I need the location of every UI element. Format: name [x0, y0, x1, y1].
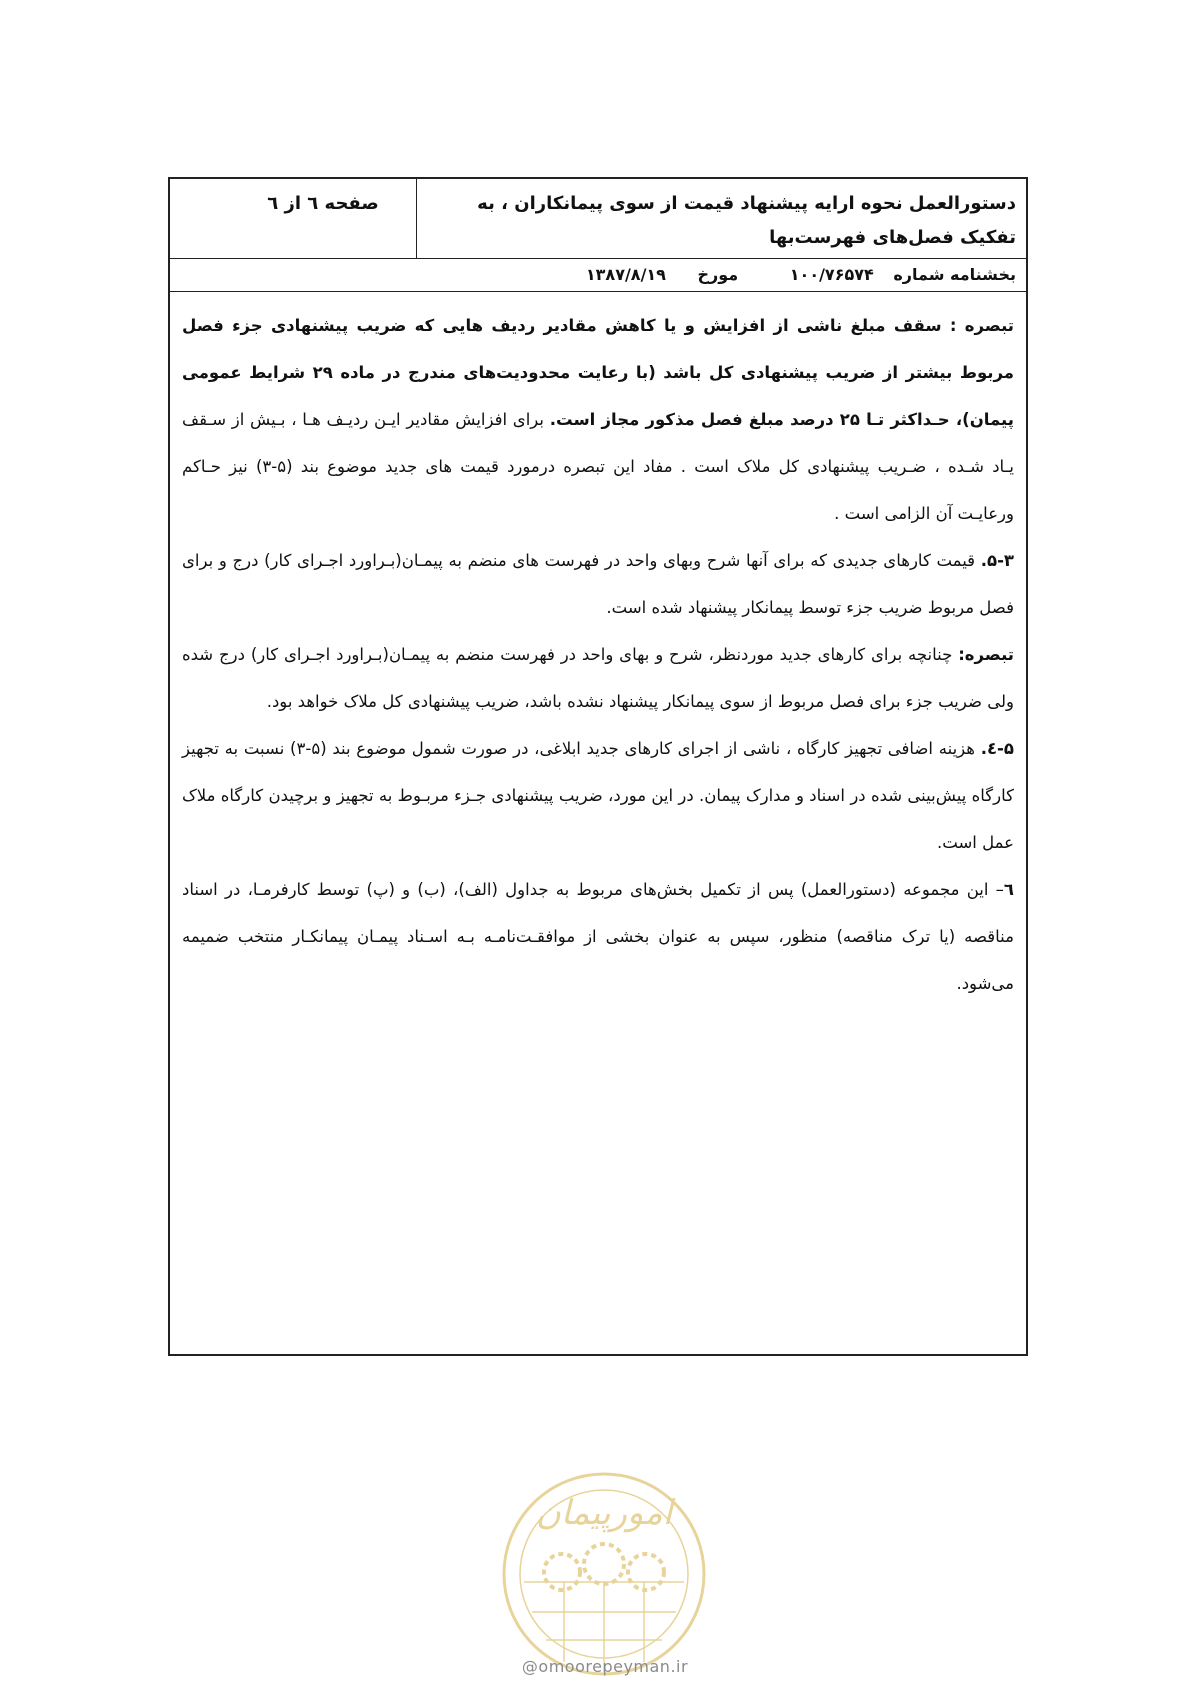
circular-date-label: مورخ: [697, 265, 739, 284]
circular-info: [170, 259, 1026, 292]
document-body: [170, 292, 1026, 1007]
circular-date: ۱۳۸۷/۸/۱۹: [585, 265, 666, 284]
document-title: دستورالعمل نحوه ارایه پیشنهاد قیمت از سوی پیمانکاران ، به تفکیک فصل‌های فهرست‌بها: [416, 179, 1026, 258]
header-row: [170, 179, 1026, 259]
watermark-logo-text: امورپیمان: [535, 1493, 673, 1533]
note-1-bold: تبصره : سقف مبلغ ناشی از افزایش و یا کاهش مقادیر ردیف هایی که ضریب پیشنهادی جزء فصل مربوط بیشتر از ضریب پیشنهادی کل باشد (با رعایت محدودیت‌های مندرج در ماده ۲۹ شرایط عمومی پیمان)، حـداکثر تـا ۲۵ درصد مبلغ فصل مذکور مجاز است.: [182, 316, 1014, 429]
clause-5-3: [182, 537, 1014, 631]
document-frame: [168, 177, 1028, 1356]
note-2: [182, 631, 1014, 725]
clause-5-3-number: ۵-۳.: [980, 551, 1014, 570]
clause-5-4-text: هزینه اضافی تجهیز کارگاه ، ناشی از اجرای کارهای جدید ابلاغی، در صورت شمول موضوع بند (۵-۳) نسبت به تجهیز کارگاه پیش‌بینی شده در اسناد و مدارک پیمان. در این مورد، ضریب پیشنهادی جـزء مربـوط به تجهیز و برچیدن کارگاه ملاک عمل است.: [182, 739, 1014, 852]
clause-6-text: – این مجموعه (دستورالعمل) پس از تکمیل بخش‌های مربوط به جداول (الف)، (ب) و (پ) توسط کارفرمـا، در اسناد مناقصه (یا ترک مناقصه) منظور، سپس به عنوان بخشی از موافقـت‌نامـه بـه اسـناد پیمـان پیمانکـار منتخب ضمیمه می‌شود.: [182, 880, 1014, 993]
watermark-site: @omoorepeyman.ir: [521, 1657, 689, 1676]
clause-5-3-text: قیمت کارهای جدیدی که برای آنها شرح وبهای واحد در فهرست های منضم به پیمـان(بـراورد اجـرای کار) درج و برای فصل مربوط ضریب جزء توسط پیمانکار پیشنهاد شده است.: [182, 551, 1014, 617]
note-1-text: برای افزایش مقادیر ایـن ردیـف هـا ، بـیش از سـقف یـاد شـده ، ضـریب پیشنهادی کل ملاک است . مفاد این تبصره درمورد قیمت های جدید موضوع بند (۵-۳) نیز حـاکم ورعایـت آن الزامی است .: [182, 410, 1014, 523]
note-2-text: چنانچه برای کارهای جدید موردنظر، شرح و بهای واحد در فهرست منضم به پیمـان(بـراورد اجـرای کار) درج شده ولی ضریب جزء برای فصل مربوط از سوی پیمانکار پیشنهاد نشده باشد، ضریب پیشنهادی کل ملاک خواهد بود.: [182, 645, 1014, 711]
note-1: [182, 302, 1014, 537]
circular-label: بخشنامه شماره: [893, 265, 1016, 284]
clause-6: [182, 866, 1014, 1007]
clause-6-number: ٦: [1003, 880, 1014, 899]
clause-5-4-number: ۵-٤.: [980, 739, 1014, 758]
page-number: صفحه ٦ از ٦: [267, 193, 379, 214]
circular-number: ۱۰۰/۷۶۵۷۴: [789, 265, 874, 284]
note-2-label: تبصره:: [958, 645, 1014, 664]
clause-5-4: [182, 725, 1014, 866]
